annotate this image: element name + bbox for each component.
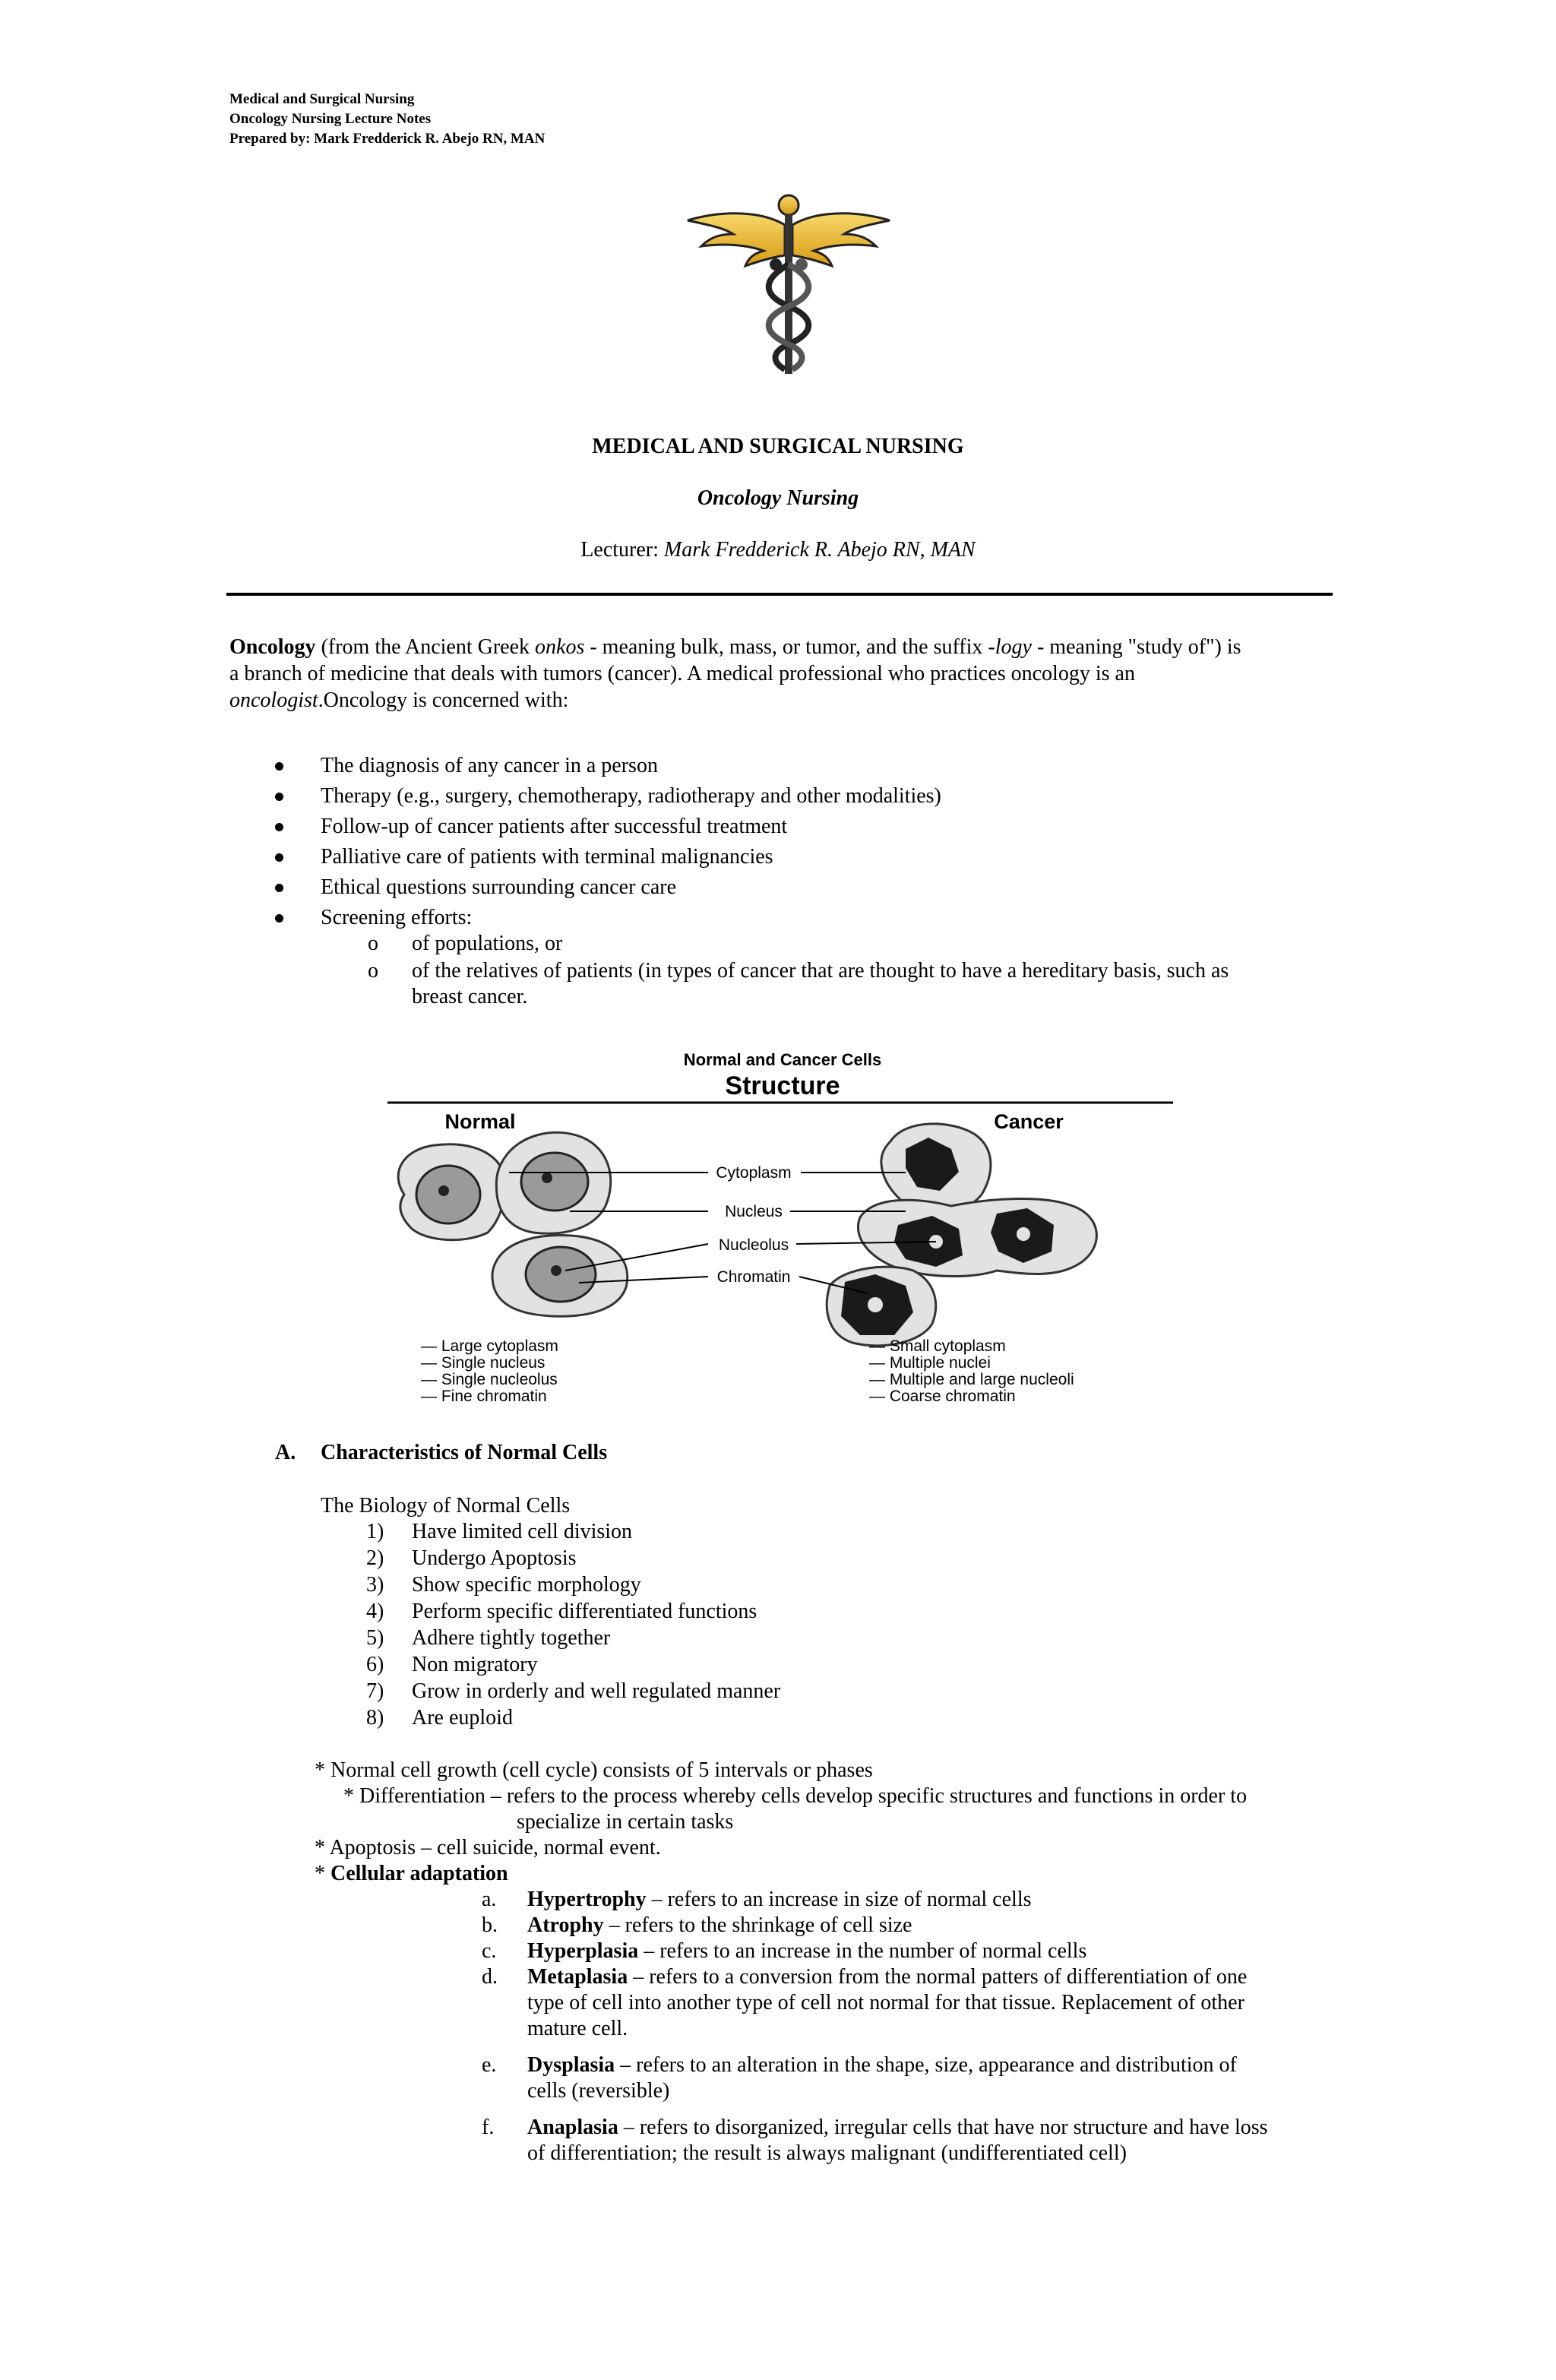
section-heading: Characteristics of Normal Cells [321, 1441, 608, 1464]
definition-text: – refers to the shrinkage of cell size [603, 1913, 912, 1937]
term-atrophy: Atrophy [527, 1913, 604, 1937]
list-number: 4) [366, 1600, 384, 1623]
intro-onkos: onkos [535, 635, 585, 659]
normal-trait: — Single nucleolus [421, 1371, 558, 1388]
sub-bullet-marker: o [368, 959, 378, 983]
intro-logy: -logy [988, 635, 1032, 659]
list-item [527, 1938, 1086, 1964]
bullet-dot [275, 914, 283, 923]
adaptation-heading: Cellular adaptation [330, 1862, 508, 1885]
title-divider [226, 593, 1333, 596]
intro-line-2: a branch of medicine that deals with tumors (cancer). A medical professional who practices oncology is an [229, 662, 1135, 685]
lecturer-line [0, 538, 1556, 562]
label-nucleus: Nucleus [725, 1203, 783, 1220]
list-item-continued: type of cell into another type of cell not normal for that tissue. Replacement of other [527, 1991, 1244, 2014]
section-letter: A. [275, 1441, 296, 1464]
bullet-dot [275, 853, 283, 862]
list-letter: d. [482, 1965, 498, 1989]
cancer-heading: Cancer [994, 1110, 1064, 1133]
sub-list-item: of the relatives of patients (in types of cancer that are thought to have a hereditary basis, such as [412, 959, 1229, 983]
term-dysplasia: Dysplasia [527, 2053, 615, 2077]
label-cytoplasm: Cytoplasm [716, 1164, 792, 1182]
intro-text-2: - meaning bulk, mass, or tumor, and the suffix [584, 635, 988, 659]
note-differentiation-continued: specialize in certain tasks [517, 1810, 734, 1834]
term-anaplasia: Anaplasia [527, 2116, 618, 2139]
cancer-trait: — Small cytoplasm [869, 1337, 1006, 1355]
intro-term: Oncology [229, 635, 316, 659]
list-letter: a. [482, 1888, 497, 1911]
intro-oncologist: oncologist [229, 688, 318, 712]
list-number: 2) [366, 1546, 384, 1570]
intro-text-1: (from the Ancient Greek [315, 635, 536, 659]
bullet-dot [275, 823, 283, 831]
bullet-dot [275, 762, 283, 771]
list-item [527, 1964, 1247, 1990]
list-number: 7) [366, 1679, 384, 1703]
figure-title: Structure [725, 1071, 840, 1100]
list-item: Follow-up of cancer patients after successful treatment [321, 815, 788, 838]
sub-list-item: of populations, or [412, 932, 563, 955]
list-item: Have limited cell division [412, 1520, 633, 1543]
lecturer-name: Mark Fredderick R. Abejo RN, MAN [663, 538, 976, 562]
list-item: Adhere tightly together [412, 1626, 611, 1650]
cancer-trait: — Multiple nuclei [869, 1354, 991, 1372]
list-letter: b. [482, 1913, 498, 1937]
definition-text: – refers to an increase in size of normal cells [646, 1888, 1032, 1911]
list-number: 6) [366, 1653, 384, 1676]
bullet-dot [275, 793, 283, 801]
term-metaplasia: Metaplasia [527, 1965, 628, 1989]
cancer-trait: — Coarse chromatin [869, 1388, 1016, 1405]
note-differentiation: * Differentiation – refers to the process whereby cells develop specific structures and functions in order to [343, 1784, 1248, 1808]
list-item-continued: of differentiation; the result is always malignant (undifferentiated cell) [527, 2141, 1127, 2165]
note-cellular-adaptation [315, 1860, 508, 1887]
list-item: Screening efforts: [321, 906, 473, 929]
list-item: Non migratory [412, 1653, 538, 1676]
bullet-dot [275, 884, 283, 892]
term-hyperplasia: Hyperplasia [527, 1939, 639, 1963]
normal-heading: Normal [444, 1110, 516, 1133]
list-item: Palliative care of patients with terminal malignancies [321, 845, 773, 869]
label-chromatin: Chromatin [716, 1268, 791, 1286]
header-line-2: Oncology Nursing Lecture Notes [229, 111, 432, 127]
list-item [527, 2114, 1268, 2141]
list-item: Therapy (e.g., surgery, chemotherapy, radiotherapy and other modalities) [321, 784, 941, 808]
definition-text: – refers to an increase in the number of normal cells [638, 1939, 1087, 1963]
intro-text-4: .Oncology is concerned with: [318, 688, 569, 712]
normal-trait: — Large cytoplasm [421, 1337, 558, 1355]
list-number: 1) [366, 1520, 384, 1543]
list-item [527, 1886, 1032, 1913]
definition-text: – refers to an alteration in the shape, size, appearance and distribution of [615, 2053, 1237, 2077]
caduceus-icon [678, 181, 899, 385]
header-line-1: Medical and Surgical Nursing [229, 91, 415, 107]
figure-supertitle: Normal and Cancer Cells [683, 1050, 882, 1069]
list-item: Perform specific differentiated functions [412, 1600, 757, 1623]
list-item-continued: mature cell. [527, 2017, 628, 2040]
term-hypertrophy: Hypertrophy [527, 1888, 647, 1911]
list-item-continued: cells (reversible) [527, 2079, 670, 2103]
section-intro: The Biology of Normal Cells [321, 1494, 571, 1518]
list-item: Undergo Apoptosis [412, 1546, 577, 1570]
list-number: 3) [366, 1573, 384, 1597]
header-line-3: Prepared by: Mark Fredderick R. Abejo RN, MAN [229, 131, 546, 147]
list-letter: c. [482, 1939, 497, 1963]
list-number: 5) [366, 1626, 384, 1650]
definition-text: – refers to disorganized, irregular cells that have nor structure and have loss [618, 2116, 1268, 2139]
normal-trait: — Fine chromatin [421, 1388, 547, 1405]
list-item [527, 1912, 912, 1938]
intro-text-3: - meaning "study of") is [1031, 635, 1241, 659]
sub-list-item-continued: breast cancer. [412, 985, 528, 1008]
note-cell-growth: * Normal cell growth (cell cycle) consists of 5 intervals or phases [315, 1758, 873, 1782]
list-item: Ethical questions surrounding cancer care [321, 875, 677, 899]
definition-text: – refers to a conversion from the normal patters of differentiation of one [628, 1965, 1248, 1989]
list-letter: e. [482, 2053, 497, 2077]
cell-structure-figure [374, 1043, 1185, 1415]
list-item: The diagnosis of any cancer in a person [321, 754, 658, 777]
label-nucleolus: Nucleolus [718, 1236, 789, 1254]
list-item [527, 2052, 1237, 2078]
list-number: 8) [366, 1706, 384, 1730]
list-item: Grow in orderly and well regulated manner [412, 1679, 781, 1703]
lecturer-label: Lecturer: [580, 538, 664, 562]
document-subtitle: Oncology Nursing [697, 486, 859, 510]
note-apoptosis: * Apoptosis – cell suicide, normal event. [315, 1836, 661, 1859]
list-item: Are euploid [412, 1706, 513, 1730]
note-star: * [315, 1862, 330, 1885]
intro-paragraph [229, 634, 1339, 714]
list-item: Show specific morphology [412, 1573, 641, 1597]
sub-bullet-marker: o [368, 932, 378, 955]
document-title: MEDICAL AND SURGICAL NURSING [592, 435, 964, 458]
list-letter: f. [482, 2116, 495, 2139]
cancer-trait: — Multiple and large nucleoli [869, 1371, 1074, 1388]
normal-trait: — Single nucleus [421, 1354, 546, 1372]
